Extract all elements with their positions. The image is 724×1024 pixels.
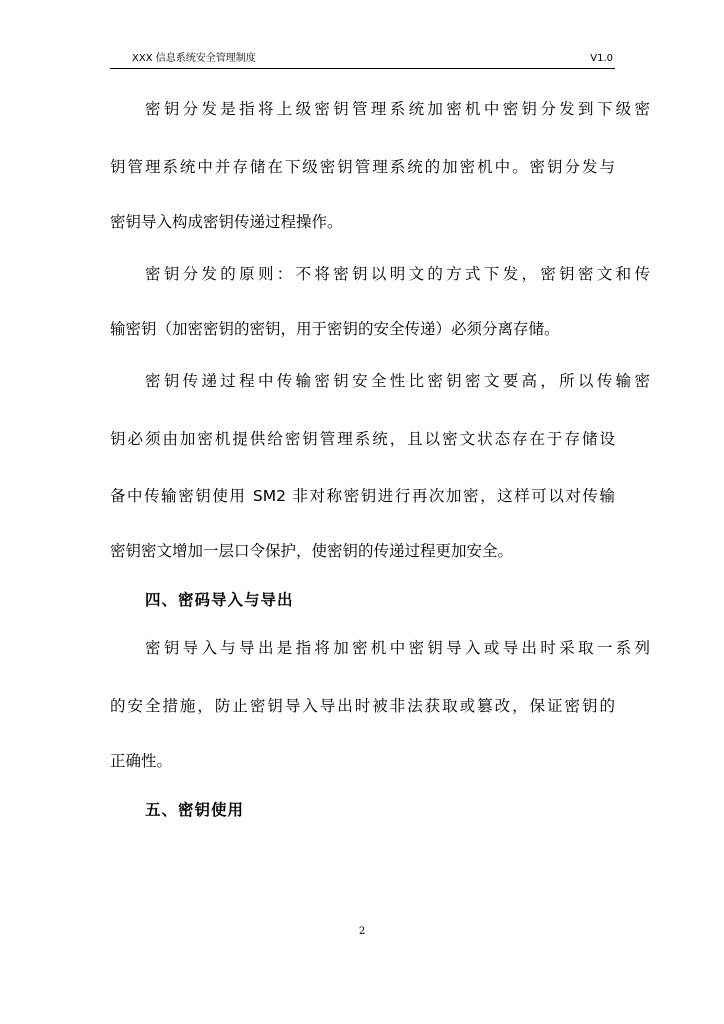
page-header — [110, 52, 615, 69]
paragraph-line: 钥必须由加密机提供给密钥管理系统，且以密文状态存在于存储设 — [110, 430, 615, 448]
paragraph-line: 密钥分发是指将上级密钥管理系统加密机中密钥分发到下级密 — [145, 100, 650, 118]
paragraph-line: 密钥分发的原则：不将密钥以明文的方式下发，密钥密文和传 — [145, 265, 650, 283]
page-number: 2 — [358, 926, 366, 937]
paragraph-line: 正确性。 — [110, 752, 173, 770]
paragraph-line: 密钥传递过程中传输密钥安全性比密钥密文要高，所以传输密 — [145, 372, 650, 390]
paragraph-line: 钥管理系统中并存储在下级密钥管理系统的加密机中。密钥分发与 — [110, 158, 615, 176]
header-version: V1.0 — [590, 53, 613, 64]
paragraph-line: 输密钥（加密密钥的密钥，用于密钥的安全传递）必须分离存储。 — [110, 320, 560, 338]
header-title: XXX 信息系统安全管理制度 — [132, 53, 256, 64]
paragraph-line: 密钥密文增加一层口令保护，使密钥的传递过程更加安全。 — [110, 542, 514, 560]
paragraph-line: 密钥导入构成密钥传递过程操作。 — [110, 213, 343, 231]
paragraph-line: 的安全措施，防止密钥导入导出时被非法获取或篡改，保证密钥的 — [110, 697, 615, 715]
paragraph-line: 备中传输密钥使用 SM2 非对称密钥进行再次加密，这样可以对传输 — [110, 487, 615, 505]
paragraph-line: 密钥导入与导出是指将加密机中密钥导入或导出时采取一系列 — [145, 639, 650, 657]
section-heading: 四、密码导入与导出 — [145, 591, 294, 609]
section-heading: 五、密钥使用 — [145, 801, 245, 819]
